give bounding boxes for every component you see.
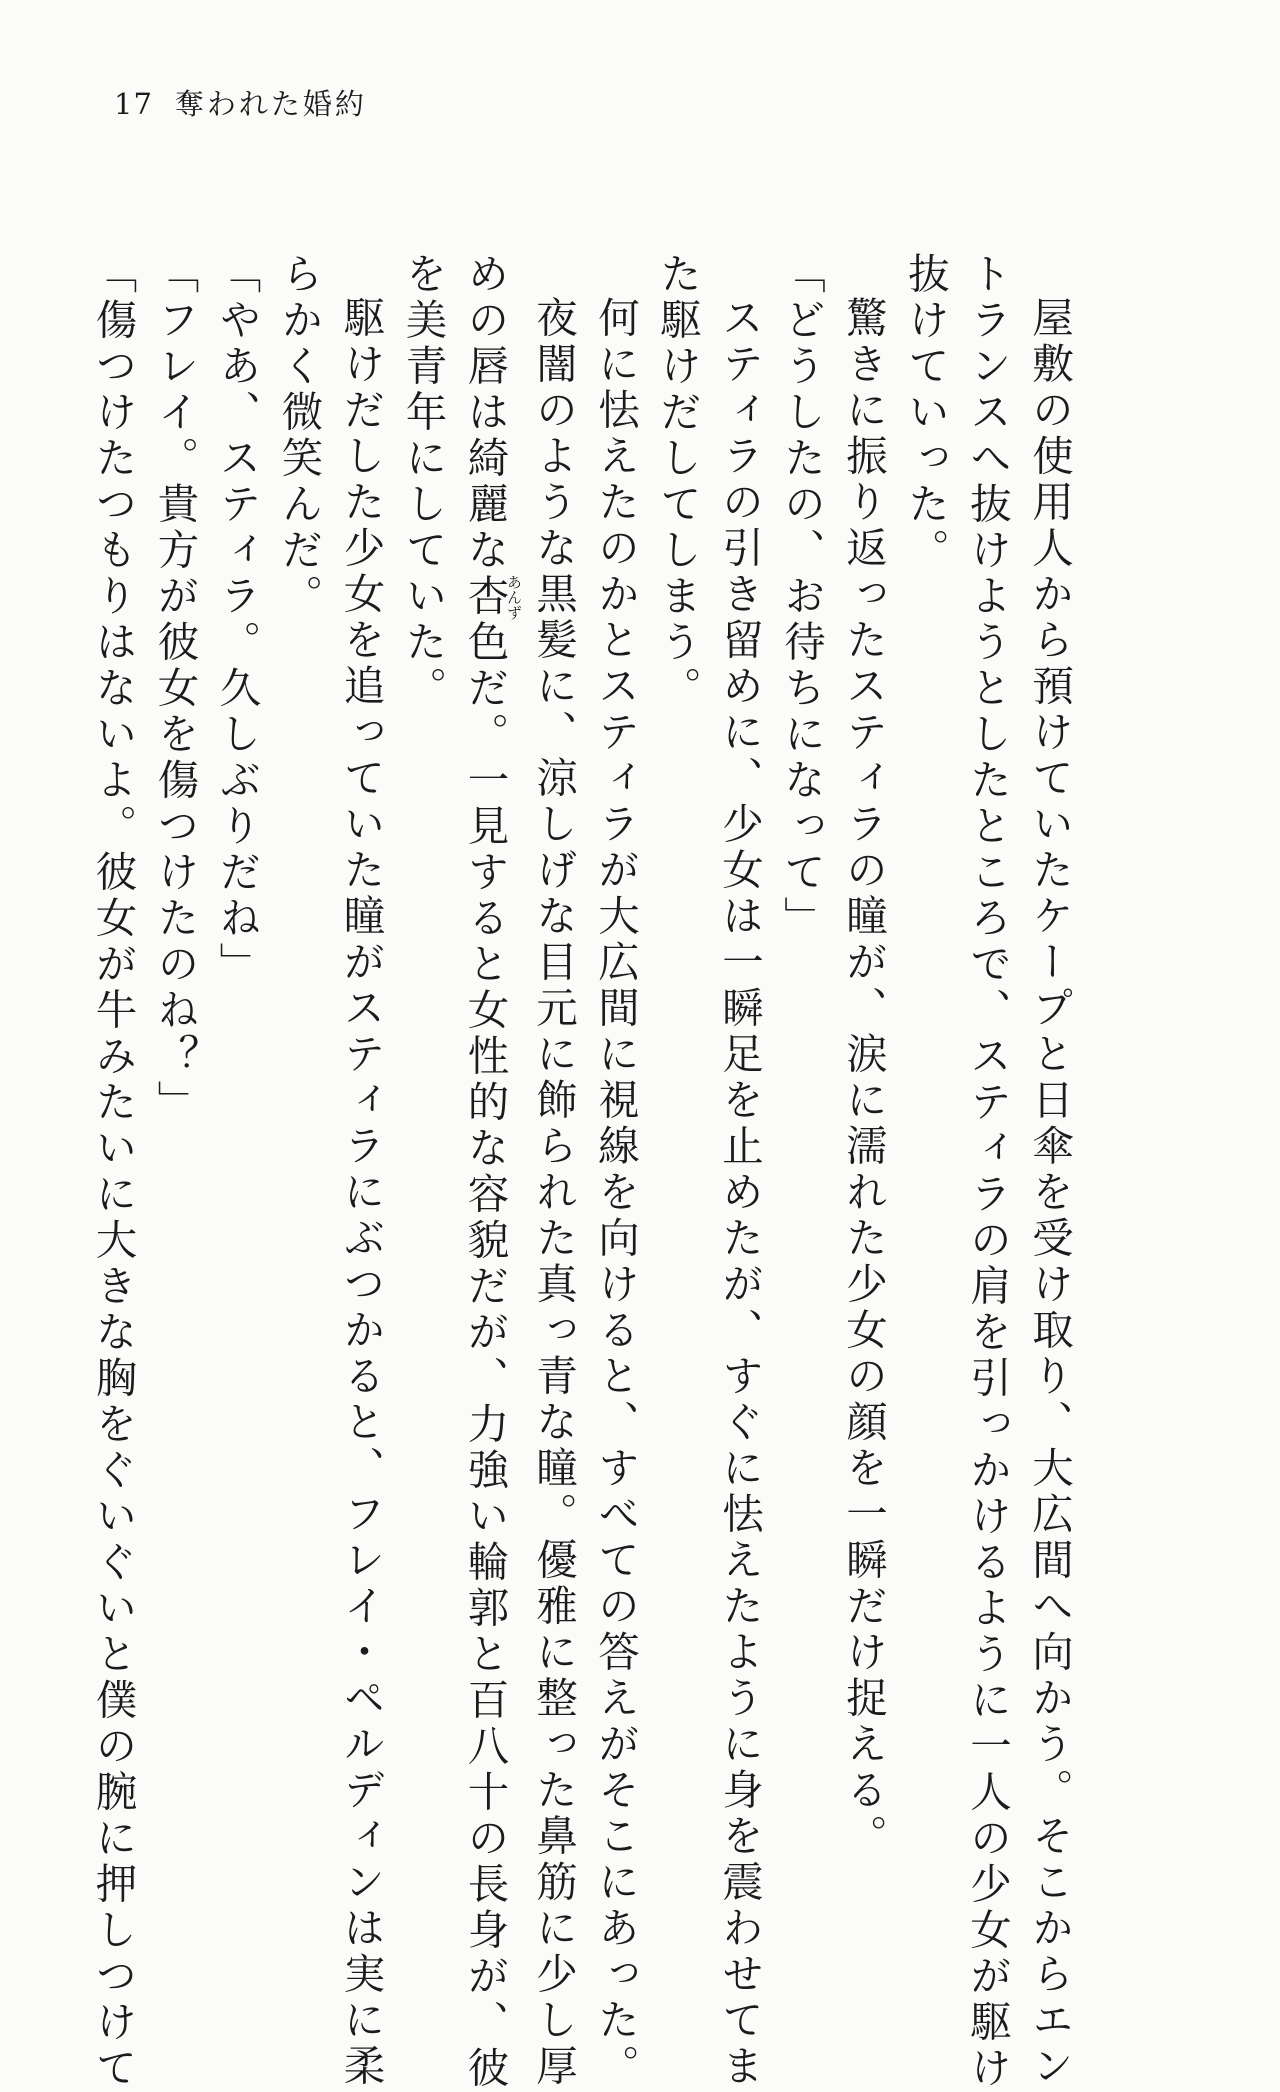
text-line: スティラの引き留めに、少女は一瞬足を止めたが、すぐに怯えたように身を震わせてま	[715, 296, 764, 2090]
text-line: らかく微笑んだ。	[274, 252, 324, 620]
text-line: 夜闇のような黒髪に、涼しげな目元に飾られた真っ青な瞳。優雅に整った鼻筋に少し厚	[529, 296, 578, 2090]
text-line: トランスへ抜けようとしたところで、スティラの肩を引っかけるように一人の少女が駆け	[963, 252, 1012, 2092]
text-line: 驚きに振り返ったスティラの瞳が、涙に濡れた少女の顔を一瞬だけ捉える。	[839, 296, 888, 1860]
dialogue-line: 「やあ、スティラ。久しぶりだね」	[212, 252, 262, 988]
vertical-body-text	[82, 252, 1081, 2092]
running-header	[114, 87, 367, 121]
ruby-base: 杏	[460, 574, 510, 620]
text-line: 何に怯えたのかとスティラが大広間に視線を向けると、すべての答えがそこにあった。	[591, 296, 640, 2090]
dialogue-line: 「傷つけたつもりはないよ。彼女が牛みたいに大きな胸をぐいぐいと僕の腕に押しつけて	[88, 252, 138, 2092]
ruby-reading: あんず	[505, 574, 523, 620]
chapter-title: 奪われた婚約	[174, 87, 367, 121]
text-line: 駆けだした少女を追っていた瞳がスティラにぶつかると、フレイ・ペルディンは実に柔	[336, 296, 386, 2090]
text-line-with-ruby	[454, 252, 523, 2092]
text-line: 抜けていった。	[901, 252, 950, 574]
text-segment: 色だ。一見すると女性的な容貌だが、力強い輪郭と百八十の長身が、彼	[460, 620, 510, 2092]
dialogue-line: 「どうしたの、お待ちになって」	[777, 252, 826, 942]
text-line: た駆けだしてしまう。	[653, 252, 702, 712]
page-number: 17	[114, 87, 153, 121]
dialogue-line: 「フレイ。貴方が彼女を傷つけたのね？」	[150, 252, 200, 1126]
text-line: 屋敷の使用人から預けていたケープと日傘を受け取り、大広間へ向かう。そこからエン	[1025, 296, 1074, 2090]
text-line: を美青年にしていた。	[398, 252, 448, 712]
text-segment: めの唇は綺麗な	[460, 252, 510, 574]
ruby-annotation	[460, 574, 523, 620]
